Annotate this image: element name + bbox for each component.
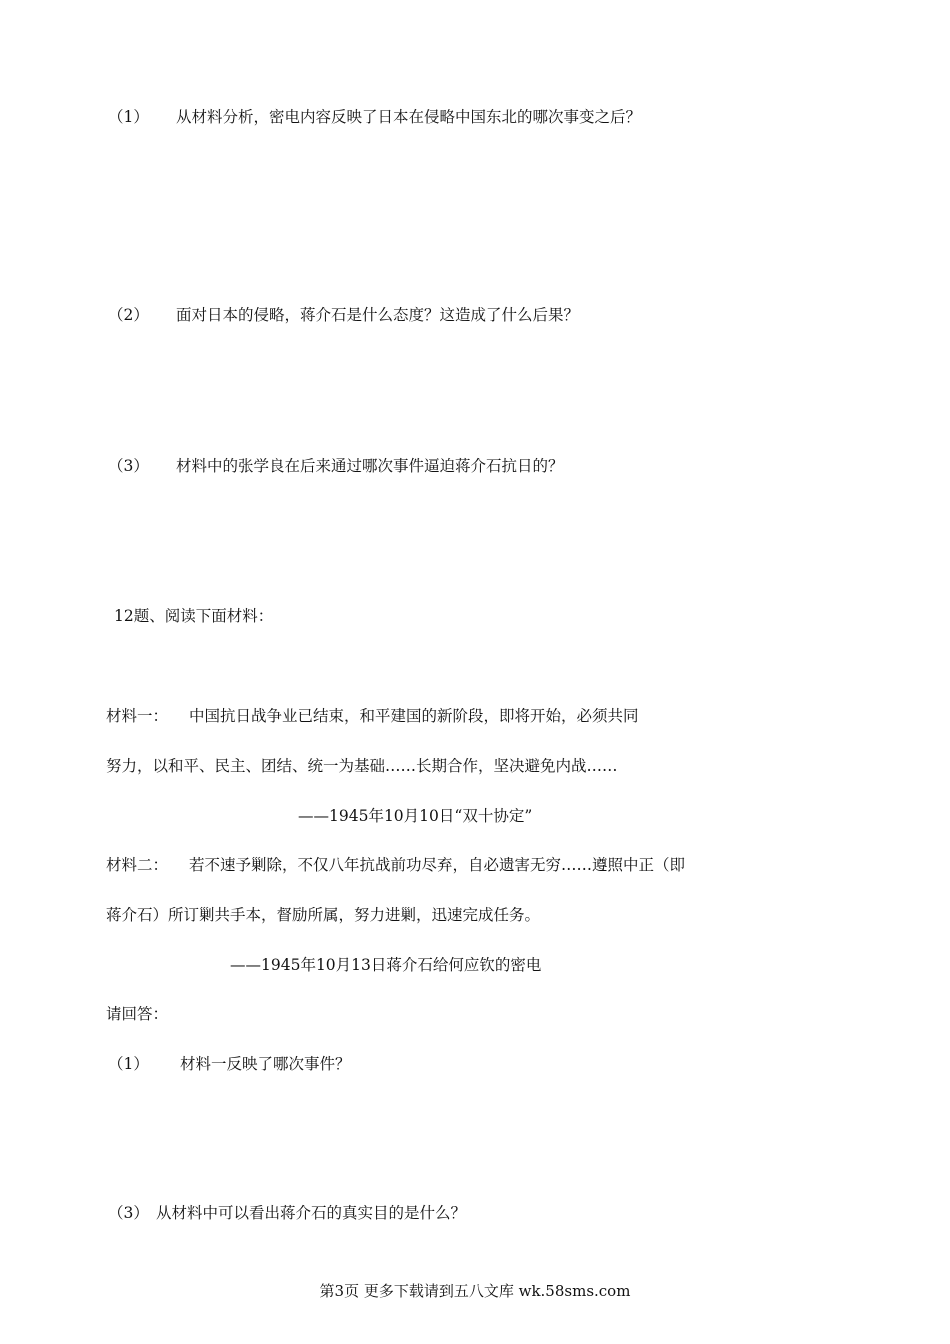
q11-sub3-text: 材料中的张学良在后来通过哪次事件逼迫蒋介石抗日的？ (176, 457, 564, 475)
q11-sub1-number: （1） (108, 108, 149, 126)
q11-sub2 (108, 305, 579, 325)
material2-line1 (106, 855, 685, 875)
q11-sub3 (108, 456, 564, 476)
q11-sub2-text: 面对日本的侵略，蒋介石是什么态度？这造成了什么后果？ (176, 306, 580, 324)
q11-sub1-text: 从材料分析，密电内容反映了日本在侵略中国东北的哪次事变之后？ (176, 108, 642, 126)
material1-text1: 中国抗日战争业已结束，和平建国的新阶段，即将开始，必须共同 (189, 707, 639, 725)
q12-sub3-text: 从材料中可以看出蒋介石的真实目的是什么？ (156, 1204, 467, 1222)
material1-line1 (106, 706, 639, 726)
material1-label: 材料一： (106, 707, 169, 725)
q12-heading: 12题、阅读下面材料： (114, 607, 274, 625)
material2-line2: 蒋介石）所订剿共手本，督励所属，努力进剿，迅速完成任务。 (106, 906, 541, 924)
answer-prompt: 请回答： (106, 1005, 169, 1023)
material2-source: ——1945年10月13日蒋介石给何应钦的密电 (230, 956, 542, 974)
q11-sub2-number: （2） (108, 306, 149, 324)
q11-sub1 (108, 107, 641, 127)
q12-sub1-number: （1） (108, 1055, 149, 1073)
material1-source: ——1945年10月10日“双十协定” (298, 807, 533, 825)
material2-text1: 若不速予剿除，不仅八年抗战前功尽弃，自必遗害无穷……遵照中正（即 (189, 856, 686, 874)
q12-sub3 (108, 1203, 466, 1223)
q11-sub3-number: （3） (108, 457, 149, 475)
material2-label: 材料二： (106, 856, 169, 874)
page-footer: 第3页 更多下载请到五八文库 wk.58sms.com (319, 1282, 631, 1300)
material1-line2: 努力，以和平、民主、团结、统一为基础……长期合作，坚决避免内战…… (106, 757, 618, 775)
q12-sub1-text: 材料一反映了哪次事件？ (180, 1055, 351, 1073)
q12-sub1 (108, 1054, 351, 1074)
q12-sub3-number: （3） (108, 1204, 149, 1222)
